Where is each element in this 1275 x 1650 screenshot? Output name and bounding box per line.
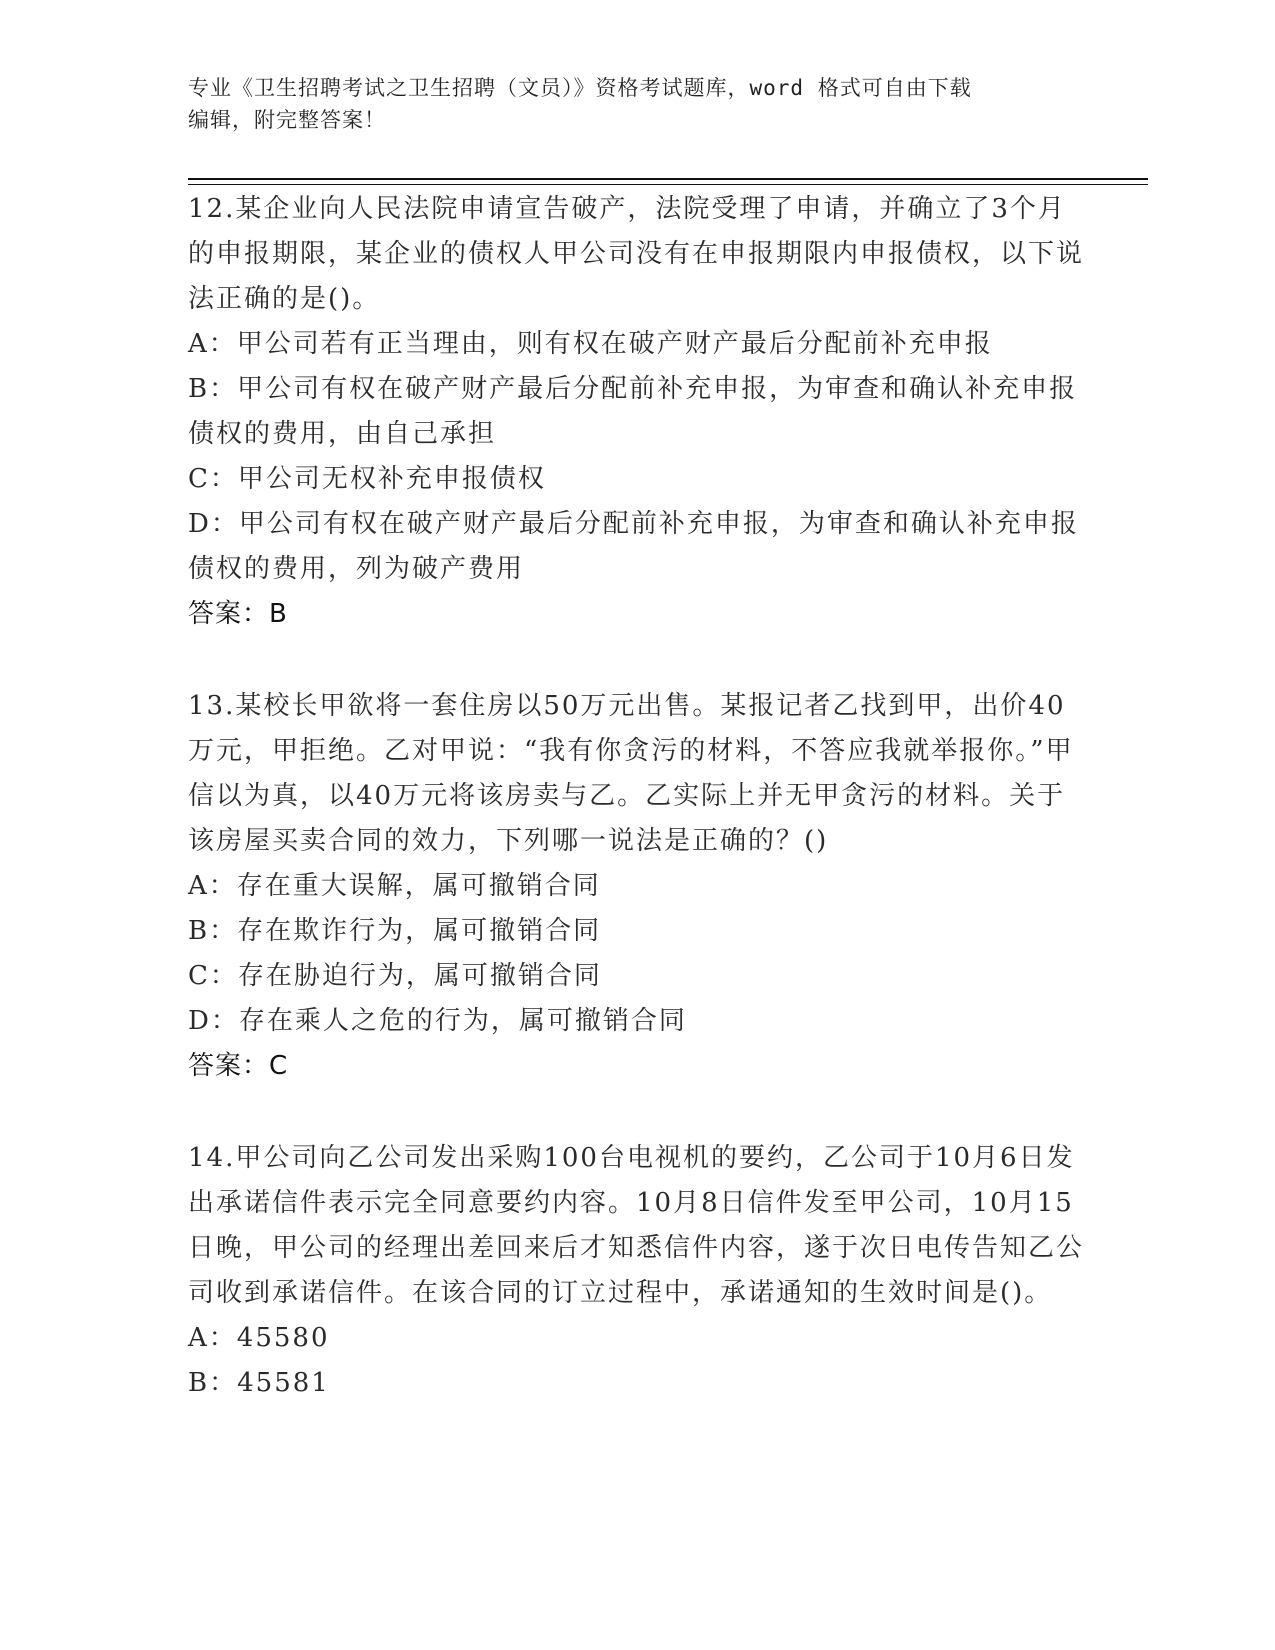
question-list xyxy=(188,187,1088,1453)
option-c: C：存在胁迫行为，属可撤销合同 xyxy=(188,961,602,991)
option-b: B：45581 xyxy=(188,1368,330,1398)
header-divider-thick xyxy=(188,178,1148,180)
option-a: A：甲公司若有正当理由，则有权在破产财产最后分配前补充申报 xyxy=(188,329,993,359)
question-12 xyxy=(188,187,1088,637)
answer-label: 答案：C xyxy=(188,1051,289,1081)
option-b: B：存在欺诈行为，属可撤销合同 xyxy=(188,916,602,946)
question-stem: 12.某企业向人民法院申请宣告破产，法院受理了申请，并确立了3个月的申报期限，某企业的债权人甲公司没有在申报期限内申报债权，以下说法正确的是()。 xyxy=(188,194,1085,314)
header-line-1: 专业《卫生招聘考试之卫生招聘（文员）》资格考试题库，word 格式可自由下载 xyxy=(188,76,972,100)
option-a: A：45580 xyxy=(188,1323,330,1353)
option-a: A：存在重大误解，属可撤销合同 xyxy=(188,871,601,901)
question-stem: 14.甲公司向乙公司发出采购100台电视机的要约，乙公司于10月6日发出承诺信件表示完全同意要约内容。10月8日信件发至甲公司，10月15日晚，甲公司的经理出差回来后才知悉信件内容，遂于次日电传告知乙公司收到承诺信件。在该合同的订立过程中，承诺通知的生效时间是()。 xyxy=(188,1143,1085,1308)
option-b: B：甲公司有权在破产财产最后分配前补充申报，为审查和确认补充申报债权的费用，由自己承担 xyxy=(188,374,1078,449)
question-13 xyxy=(188,684,1088,1089)
question-stem: 13.某校长甲欲将一套住房以50万元出售。某报记者乙找到甲，出价40万元，甲拒绝。乙对甲说：“我有你贪污的材料，不答应我就举报你。”甲信以为真，以40万元将该房卖与乙。乙实际上并无甲贪污的材料。关于该房屋买卖合同的效力，下列哪一说法是正确的？() xyxy=(188,691,1074,856)
answer-label: 答案：B xyxy=(188,599,288,629)
option-d: D：存在乘人之危的行为，属可撤销合同 xyxy=(188,1006,687,1036)
option-d: D：甲公司有权在破产财产最后分配前补充申报，为审查和确认补充申报债权的费用，列为破产费用 xyxy=(188,509,1079,584)
header-divider-thin xyxy=(188,184,1148,185)
header-line-2: 编辑，附完整答案！ xyxy=(188,108,386,132)
option-c: C：甲公司无权补充申报债权 xyxy=(188,464,546,494)
question-14 xyxy=(188,1136,1088,1406)
document-header xyxy=(188,72,1088,136)
